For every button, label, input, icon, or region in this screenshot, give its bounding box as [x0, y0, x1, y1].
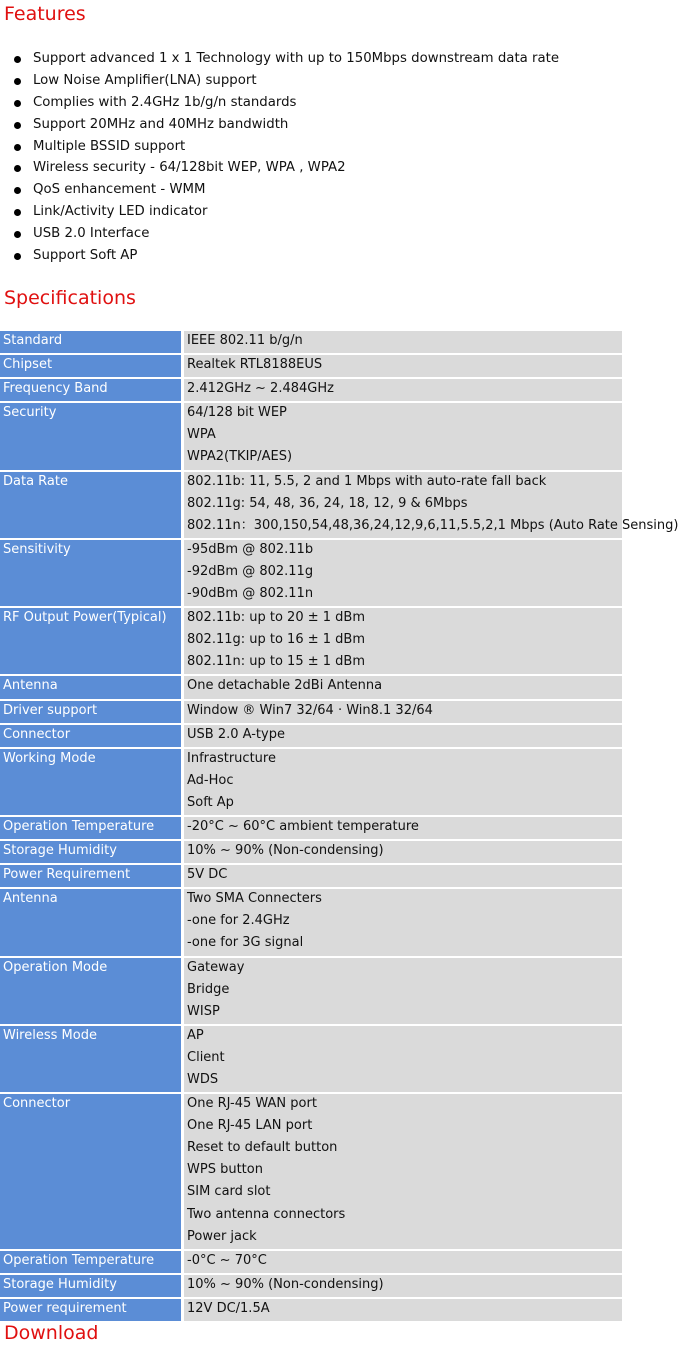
spec-value-line: WDS [187, 1072, 219, 1087]
bullet-icon [14, 78, 21, 85]
spec-value-line: 802.11b: 11, 5.5, 2 and 1 Mbps with auto-rate fall back [187, 473, 547, 489]
spec-value-line: 802.11n: up to 15 ± 1 dBm [187, 654, 365, 670]
spec-value-line: Power jack [187, 1228, 257, 1244]
feature-item [0, 114, 559, 136]
spec-row [0, 1298, 622, 1322]
spec-value [183, 700, 623, 724]
feature-item [0, 179, 559, 201]
bullet-icon [14, 231, 21, 238]
spec-value [183, 748, 623, 816]
spec-value [183, 378, 623, 402]
spec-value-line: Two SMA Connecters [187, 891, 322, 907]
spec-label-text: Operation Mode [3, 959, 108, 975]
spec-label-text: Antenna [3, 891, 58, 907]
spec-label [0, 607, 183, 675]
spec-label [0, 1093, 183, 1250]
spec-label-text: Security [3, 405, 57, 421]
spec-value-line: 802.11g: up to 16 ± 1 dBm [187, 632, 365, 648]
spec-value-line: SIM card slot [187, 1184, 271, 1200]
spec-label [0, 331, 183, 354]
spec-value-line: 12V DC/1.5A [187, 1300, 270, 1316]
spec-label [0, 675, 183, 699]
spec-label [0, 378, 183, 402]
feature-item [0, 201, 559, 223]
spec-value [183, 1093, 623, 1250]
spec-value-line: -one for 2.4GHz [187, 913, 290, 929]
spec-label [0, 539, 183, 607]
spec-row [0, 864, 622, 888]
spec-value-line: One RJ-45 LAN port [187, 1118, 313, 1134]
spec-row [0, 957, 622, 1025]
spec-value-line: Gateway [187, 959, 245, 975]
spec-value-line: Soft Ap [187, 794, 234, 810]
feature-item [0, 136, 559, 158]
spec-value-line: Infrastructure [187, 750, 276, 766]
spec-value-line: One detachable 2dBi Antenna [187, 678, 383, 694]
spec-value [183, 1025, 623, 1093]
spec-label-text: Chipset [3, 357, 53, 373]
feature-text: Complies with 2.4GHz 1b/g/n standards [33, 94, 297, 110]
spec-label-text: Antenna [3, 678, 58, 694]
spec-value-line: 10% ~ 90% (Non-condensing) [187, 1276, 384, 1292]
spec-row [0, 1250, 622, 1274]
spec-label [0, 864, 183, 888]
features-heading: Features [4, 3, 86, 25]
spec-label [0, 1025, 183, 1093]
spec-label-text: RF Output Power(Typical) [3, 610, 167, 626]
spec-label-text: Frequency Band [3, 381, 108, 397]
feature-item [0, 245, 559, 267]
spec-value-line: Window ® Win7 32/64 ‧ Win8.1 32/64 [187, 702, 433, 718]
spec-row [0, 539, 622, 607]
feature-text: Support advanced 1 x 1 Technology with up to 150Mbps downstream data rate [33, 51, 560, 66]
download-heading[interactable]: Download [4, 1322, 99, 1344]
spec-value [183, 539, 623, 607]
spec-label-text: Connector [3, 726, 71, 742]
spec-label-text: Sensitivity [3, 541, 71, 557]
spec-row [0, 354, 622, 378]
spec-value-line: WPA2(TKIP/AES) [187, 449, 293, 465]
spec-row [0, 607, 622, 675]
spec-label-text: Operation Temperature [3, 1252, 155, 1268]
spec-value [183, 957, 623, 1025]
spec-value [183, 840, 623, 864]
spec-value-line: -20°C ~ 60°C ambient temperature [187, 818, 419, 834]
spec-value-line: -0°C ~ 70°C [187, 1252, 267, 1268]
bullet-icon [14, 253, 21, 260]
spec-label-text: Wireless Mode [3, 1027, 97, 1043]
feature-item [0, 48, 559, 70]
spec-value-line: WPA [187, 427, 216, 443]
bullet-icon [14, 56, 21, 63]
spec-value-line: 5V DC [187, 867, 228, 883]
spec-value-line: -92dBm @ 802.11g [187, 563, 314, 579]
feature-item [0, 92, 559, 114]
spec-label [0, 402, 183, 470]
spec-value [183, 864, 623, 888]
spec-value-line: USB 2.0 A-type [187, 726, 285, 742]
spec-value-line: One RJ-45 WAN port [187, 1096, 317, 1112]
spec-label-text: Driver support [3, 702, 98, 718]
specifications-table [0, 331, 678, 1323]
spec-value-line: 10% ~ 90% (Non-condensing) [187, 843, 384, 859]
bullet-icon [14, 100, 21, 107]
spec-label [0, 957, 183, 1025]
spec-label-text: Power requirement [3, 1300, 127, 1316]
spec-value-line: IEEE 802.11 b/g/n [187, 333, 303, 348]
spec-value [183, 675, 623, 699]
spec-value-line: 802.11b: up to 20 ± 1 dBm [187, 610, 365, 626]
spec-label [0, 724, 183, 748]
spec-value-line: Client [187, 1049, 225, 1065]
spec-label-text: Operation Temperature [3, 818, 155, 834]
spec-value-line: Reset to default button [187, 1140, 338, 1156]
bullet-icon [14, 144, 21, 151]
spec-value-line: AP [187, 1027, 204, 1043]
spec-value [183, 816, 623, 840]
spec-label [0, 1250, 183, 1274]
spec-row [0, 471, 622, 539]
feature-text: Support Soft AP [33, 248, 138, 264]
spec-value-line: -90dBm @ 802.11n [187, 586, 314, 602]
spec-row [0, 1274, 622, 1298]
spec-value [183, 331, 623, 354]
spec-value-line: WISP [187, 1003, 220, 1019]
spec-label [0, 888, 183, 956]
spec-label [0, 840, 183, 864]
spec-label [0, 700, 183, 724]
feature-item [0, 157, 559, 179]
features-list [0, 48, 559, 267]
spec-value-line: WPS button [187, 1162, 263, 1178]
bullet-icon [14, 122, 21, 129]
feature-text: Multiple BSSID support [33, 138, 186, 154]
spec-label-text: Storage Humidity [3, 843, 117, 859]
spec-row [0, 840, 622, 864]
feature-text: Wireless security - 64/128bit WEP, WPA , WPA2 [33, 160, 346, 176]
spec-value-line: 802.11g: 54, 48, 36, 24, 18, 12, 9 & 6Mbps [187, 495, 468, 511]
spec-value [183, 402, 623, 470]
spec-value [183, 888, 623, 956]
spec-label-text: Standard [3, 333, 63, 348]
spec-value [183, 354, 623, 378]
spec-value-line: 64/128 bit WEP [187, 405, 287, 421]
feature-item [0, 70, 559, 92]
spec-label-text: Working Mode [3, 750, 96, 766]
spec-label-text: Power Requirement [3, 867, 131, 883]
feature-text: Link/Activity LED indicator [33, 204, 208, 220]
spec-value [183, 607, 623, 675]
spec-label-text: Connector [3, 1096, 71, 1112]
spec-value-line: -95dBm @ 802.11b [187, 541, 314, 557]
spec-row [0, 402, 622, 470]
specifications-heading: Specifications [4, 287, 136, 309]
spec-label [0, 354, 183, 378]
spec-value [183, 1274, 623, 1298]
spec-value-line: -one for 3G signal [187, 935, 304, 951]
spec-value-line: Two antenna connectors [187, 1206, 346, 1222]
spec-row [0, 1093, 622, 1250]
spec-value-line: Realtek RTL8188EUS [187, 357, 323, 373]
spec-label [0, 471, 183, 539]
feature-text: QoS enhancement - WMM [33, 182, 206, 198]
spec-label [0, 1274, 183, 1298]
spec-value [183, 1250, 623, 1274]
spec-label-text: Data Rate [3, 473, 68, 489]
feature-text: Low Noise Amplifier(LNA) support [33, 72, 257, 88]
spec-row [0, 675, 622, 699]
bullet-icon [14, 165, 21, 172]
spec-row [0, 331, 622, 354]
spec-row [0, 816, 622, 840]
bullet-icon [14, 187, 21, 194]
spec-value-line: Bridge [187, 981, 230, 997]
spec-row [0, 378, 622, 402]
spec-value [183, 1298, 623, 1322]
spec-label [0, 1298, 183, 1322]
spec-value-line: 802.11n：300,150,54,48,36,24,12,9,6,11,5.5,2,1 Mbps (Auto Rate Sensing) [187, 517, 678, 533]
spec-row [0, 1025, 622, 1093]
spec-label [0, 816, 183, 840]
spec-label [0, 748, 183, 816]
spec-value [183, 724, 623, 748]
spec-value [183, 471, 678, 539]
feature-text: Support 20MHz and 40MHz bandwidth [33, 116, 289, 132]
spec-value-line: 2.412GHz ~ 2.484GHz [187, 381, 334, 397]
feature-item [0, 223, 559, 245]
spec-row [0, 724, 622, 748]
feature-text: USB 2.0 Interface [33, 226, 150, 242]
spec-row [0, 888, 622, 956]
spec-label-text: Storage Humidity [3, 1276, 117, 1292]
bullet-icon [14, 209, 21, 216]
spec-row [0, 700, 622, 724]
spec-row [0, 748, 622, 816]
spec-value-line: Ad-Hoc [187, 772, 234, 788]
